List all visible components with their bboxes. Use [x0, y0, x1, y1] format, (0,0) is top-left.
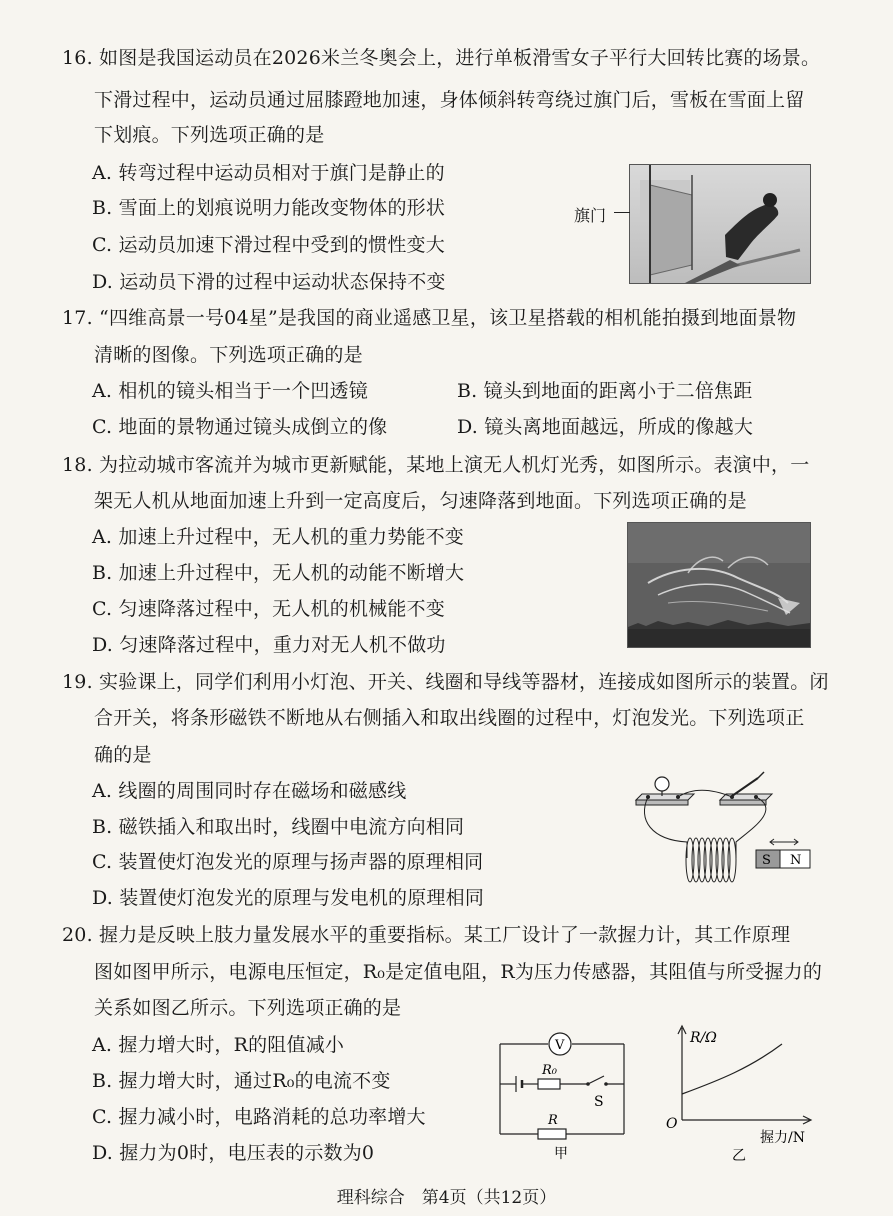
graph-x-label: 握力/N: [760, 1130, 805, 1146]
coil-icon: [686, 838, 736, 882]
r-sensor-resistor: [538, 1129, 566, 1139]
q17-stem-line-1: 17. “四维高景一号04星”是我国的商业遥感卫星，该卫星搭载的相机能拍摄到地面景物: [62, 307, 797, 329]
q20-option-a: A. 握力增大时，R的阻值减小: [92, 1034, 345, 1056]
q19-option-d: D. 装置使灯泡发光的原理与发电机的原理相同: [92, 887, 485, 909]
q20-circuit-diagram: [494, 1030, 634, 1170]
q16-option-c: C. 运动员加速下滑过程中受到的惯性变大: [92, 234, 445, 256]
q20-option-b: B. 握力增大时，通过R₀的电流不变: [92, 1070, 391, 1092]
q20-resistance-force-graph: [660, 1020, 820, 1170]
bulb-board: [636, 800, 688, 805]
q19-induction-apparatus: [632, 770, 818, 888]
q16-option-a: A. 转弯过程中运动员相对于旗门是静止的: [92, 162, 445, 184]
q17-stem-line-2: 清晰的图像。下列选项正确的是: [94, 344, 363, 366]
battery-icon: [516, 1076, 522, 1092]
switch-board: [720, 800, 766, 805]
q18-option-b: B. 加速上升过程中，无人机的动能不断增大: [92, 562, 465, 584]
q18-option-c: C. 匀速降落过程中，无人机的机械能不变: [92, 598, 445, 620]
q16-stem-line-2: 下滑过程中，运动员通过屈膝蹬地加速，身体倾斜转弯绕过旗门后，雪板在雪面上留: [94, 89, 805, 111]
r-label: R: [548, 1113, 558, 1128]
q19-option-a: A. 线圈的周围同时存在磁场和磁感线: [92, 780, 407, 802]
double-arrow-icon: [770, 839, 798, 845]
q17-option-b: B. 镜头到地面的距离小于二倍焦距: [457, 380, 753, 402]
q16-stem-line-3: 下划痕。下列选项正确的是: [94, 124, 325, 146]
circuit-caption: 甲: [554, 1146, 568, 1162]
bulb-icon: [655, 777, 669, 791]
switch-icon: [586, 1076, 608, 1086]
q16-stem-line-1: 16. 如图是我国运动员在2026米兰冬奥会上，进行单板滑雪女子平行大回转比赛的场景。: [62, 47, 821, 69]
q20-stem-line-2: 图如图甲所示，电源电压恒定，R₀是定值电阻，R为压力传感器，其阻值与所受握力的: [94, 961, 823, 983]
graph-caption: 乙: [732, 1148, 746, 1164]
magnet-s-pole: S: [762, 853, 771, 868]
graph-origin-label: O: [666, 1116, 678, 1132]
q18-stem-line-2: 架无人机从地面加速上升到一定高度后，匀速降落到地面。下列选项正确的是: [94, 490, 747, 512]
q18-option-d: D. 匀速降落过程中，重力对无人机不做功: [92, 634, 446, 656]
q17-option-d: D. 镜头离地面越远，所成的像越大: [457, 416, 754, 438]
switch-label: S: [594, 1094, 604, 1110]
q18-drone-show-photo: [627, 522, 811, 648]
switch-lever-icon: [732, 778, 758, 796]
q18-option-a: A. 加速上升过程中，无人机的重力势能不变: [92, 526, 465, 548]
q16-flag-gate-label: 旗门: [574, 206, 607, 225]
q19-stem-line-3: 确的是: [94, 744, 152, 766]
q17-option-a: A. 相机的镜头相当于一个凹透镜: [92, 380, 369, 402]
q16-snowboard-photo: [629, 164, 811, 284]
q19-option-c: C. 装置使灯泡发光的原理与扬声器的原理相同: [92, 851, 484, 873]
r0-label: R₀: [542, 1063, 557, 1078]
r0-resistor: [538, 1079, 560, 1089]
q16-label-pointer-line: [614, 212, 630, 213]
q18-stem-line-1: 18. 为拉动城市客流并为城市更新赋能，某地上演无人机灯光秀，如图所示。表演中，一: [62, 454, 810, 476]
bar-magnet: [756, 850, 810, 868]
magnet-n-pole: N: [790, 853, 802, 868]
q20-option-c: C. 握力减小时，电路消耗的总功率增大: [92, 1106, 426, 1128]
resistance-curve: [682, 1044, 782, 1094]
q19-option-b: B. 磁铁插入和取出时，线圈中电流方向相同: [92, 816, 465, 838]
q20-stem-line-1: 20. 握力是反映上肢力量发展水平的重要指标。某工厂设计了一款握力计，其工作原理: [62, 924, 791, 946]
graph-y-label: R/Ω: [690, 1030, 717, 1046]
q16-option-b: B. 雪面上的划痕说明力能改变物体的形状: [92, 197, 446, 219]
q20-stem-line-3: 关系如图乙所示。下列选项正确的是: [94, 997, 402, 1019]
q19-stem-line-1: 19. 实验课上，同学们利用小灯泡、开关、线圈和导线等器材，连接成如图所示的装置。闭: [62, 671, 829, 693]
voltmeter-label: V: [555, 1038, 565, 1053]
q17-option-c: C. 地面的景物通过镜头成倒立的像: [92, 416, 388, 438]
q16-option-d: D. 运动员下滑的过程中运动状态保持不变: [92, 271, 446, 293]
page-footer: 理科综合 第4页（共12页）: [336, 1188, 557, 1208]
q19-stem-line-2: 合开关，将条形磁铁不断地从右侧插入和取出线圈的过程中，灯泡发光。下列选项正: [94, 707, 805, 729]
q20-option-d: D. 握力为0时，电压表的示数为0: [92, 1142, 375, 1164]
